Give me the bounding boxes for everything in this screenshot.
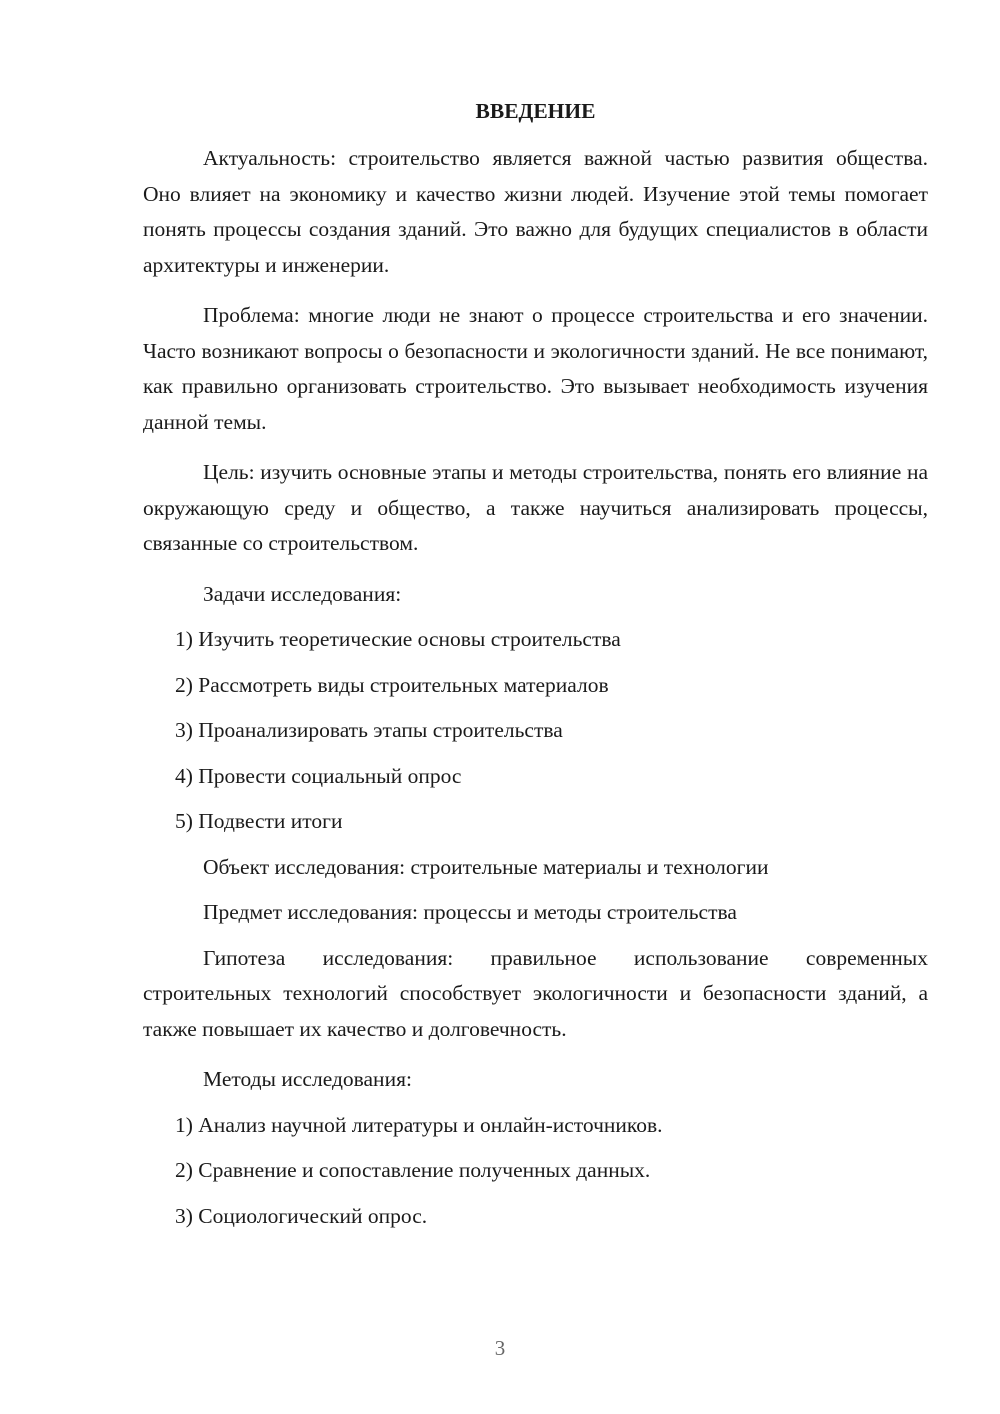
list-item: 4) Провести социальный опрос xyxy=(175,763,462,788)
methods-list xyxy=(143,1108,928,1235)
tasks-list xyxy=(143,622,928,840)
page-content xyxy=(143,94,928,1244)
list-item: 5) Подвести итоги xyxy=(175,809,343,833)
goal-paragraph: Цель: изучить основные этапы и методы строительства, понять его влияние на окружающую среду и общество, а также научиться анализировать процессы, связанные со строительством. xyxy=(143,460,928,555)
tasks-heading: Задачи исследования: xyxy=(203,581,402,606)
page-title: ВВЕДЕНИЕ xyxy=(475,99,596,123)
subject-line: Предмет исследования: процессы и методы строительства xyxy=(203,900,737,924)
list-item: 3) Социологический опрос. xyxy=(175,1203,428,1228)
list-item: 3) Проанализировать этапы строительства xyxy=(175,718,563,742)
methods-heading: Методы исследования: xyxy=(203,1067,412,1091)
list-item: 2) Рассмотреть виды строительных материалов xyxy=(175,672,609,697)
relevance-paragraph: Актуальность: строительство является важной частью развития общества. Оно влияет на экономику и качество жизни людей. Изучение этой темы помогает понять процессы создания зданий. Это важно для будущих специалистов в области архитектуры и инженерии. xyxy=(143,146,928,277)
page-number: 3 xyxy=(494,1336,506,1360)
hypothesis-paragraph: Гипотеза исследования: правильное использование современных строительных технологий способствует экологичности и безопасности зданий, а также повышает их качество и долговечность. xyxy=(143,945,928,1041)
list-item: 2) Сравнение и сопоставление полученных данных. xyxy=(175,1158,651,1182)
list-item: 1) Анализ научной литературы и онлайн-источников. xyxy=(175,1112,663,1137)
problem-paragraph: Проблема: многие люди не знают о процессе строительства и его значении. Часто возникают вопросы о безопасности и экологичности зданий. Не все понимают, как правильно организовать строительство. Это вызывает необходимость изучения данной темы. xyxy=(143,303,928,434)
list-item: 1) Изучить теоретические основы строительства xyxy=(175,627,621,651)
object-line: Объект исследования: строительные материалы и технологии xyxy=(203,854,769,879)
